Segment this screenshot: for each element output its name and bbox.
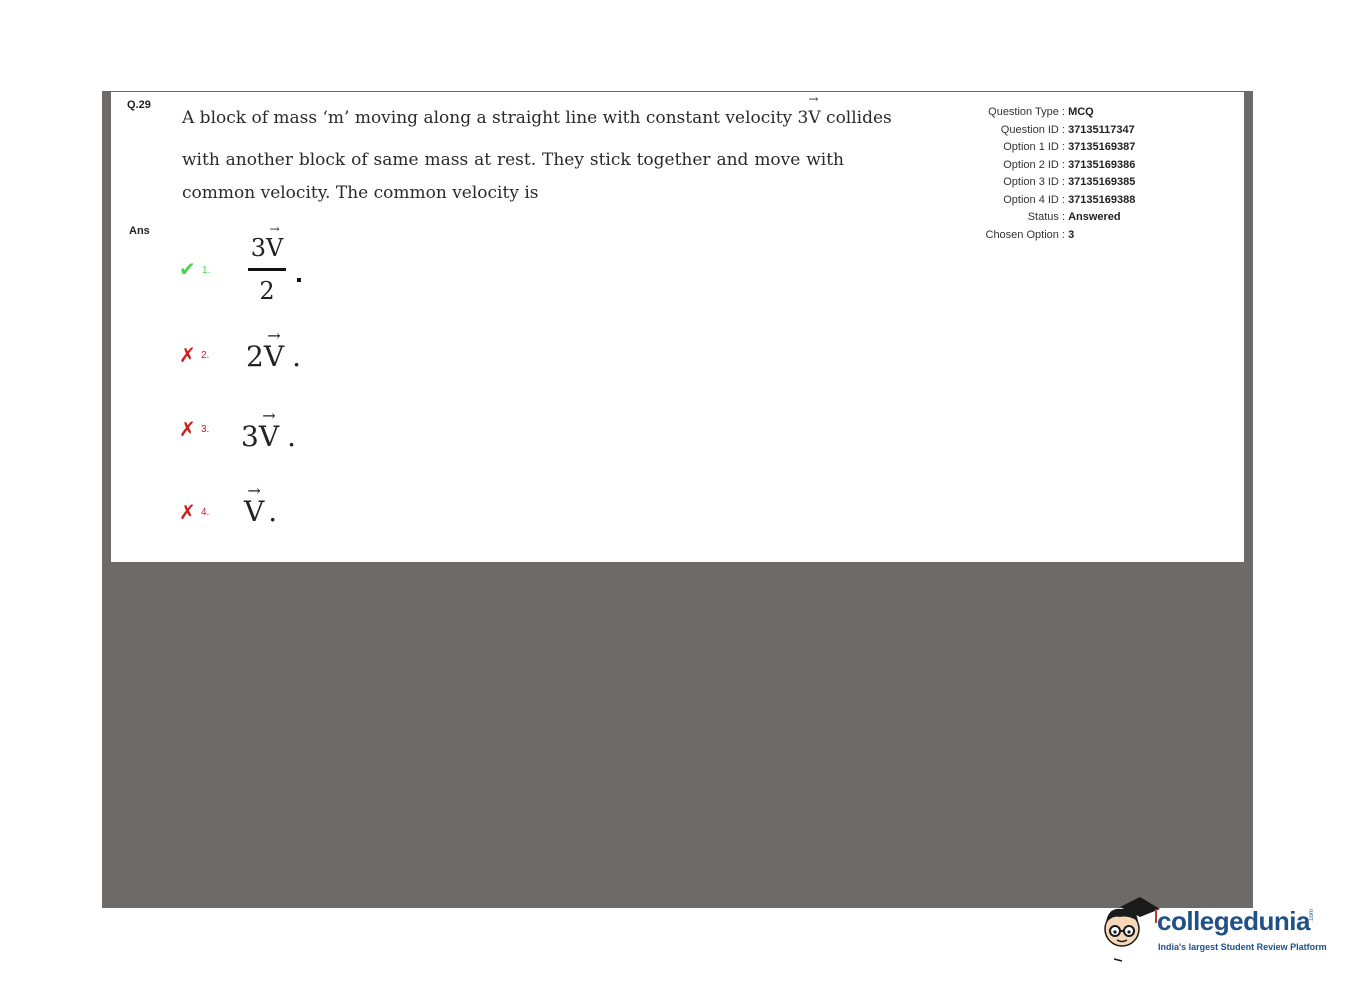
correct-check-icon: ✔	[179, 259, 196, 281]
option-2-value: 2 → V .	[246, 326, 301, 373]
option-1-denominator: 2	[259, 277, 275, 305]
logo-tagline: India's largest Student Review Platform	[1158, 942, 1327, 952]
info-row-option-4-id: Option 4 ID : 37135169388	[1003, 193, 1136, 206]
vector-v: → V	[808, 92, 821, 128]
question-line-1: A block of mass ‘m’ moving along a straight line with constant velocity 3 → V collides	[182, 92, 892, 128]
option-4-number: 4.	[201, 507, 210, 518]
option-1-numerator: 3 → V	[250, 222, 284, 262]
fraction-bar	[248, 268, 286, 271]
info-row-question-id: Question ID : 37135117347	[1000, 123, 1135, 136]
logo-brand: collegedunia	[1157, 906, 1310, 936]
info-row-option-3-id: Option 3 ID : 37135169385	[1003, 176, 1136, 188]
info-row-question-type: Question Type : MCQ	[988, 106, 1094, 118]
logo-suffix: .com	[1309, 908, 1315, 922]
answer-label: Ans	[129, 225, 150, 237]
question-line-3: common velocity. The common velocity is	[182, 183, 539, 203]
option-4-value: → V .	[244, 481, 278, 528]
option-1-number: 1.	[202, 265, 211, 276]
info-row-option-1-id: Option 1 ID : 37135169387	[1003, 141, 1136, 153]
wrong-cross-icon: ✗	[179, 419, 196, 441]
info-row-chosen-option: Chosen Option : 3	[985, 228, 1075, 241]
question-number: Q.29	[127, 99, 151, 111]
option-1-period	[297, 278, 301, 282]
question-info-panel	[940, 104, 1135, 244]
option-2-number: 2.	[201, 350, 210, 361]
info-row-option-2-id: Option 2 ID : 37135169386	[1003, 158, 1136, 171]
option-3-number: 3.	[201, 424, 210, 435]
wrong-cross-icon: ✗	[179, 345, 196, 367]
option-3-value: 3 → V .	[241, 406, 296, 453]
info-row-status: Status : Answered	[1027, 211, 1121, 223]
question-line-2: with another block of same mass at rest. They stick together and move with	[182, 150, 844, 170]
wrong-cross-icon: ✗	[179, 502, 196, 524]
option-1-fraction	[248, 222, 286, 305]
